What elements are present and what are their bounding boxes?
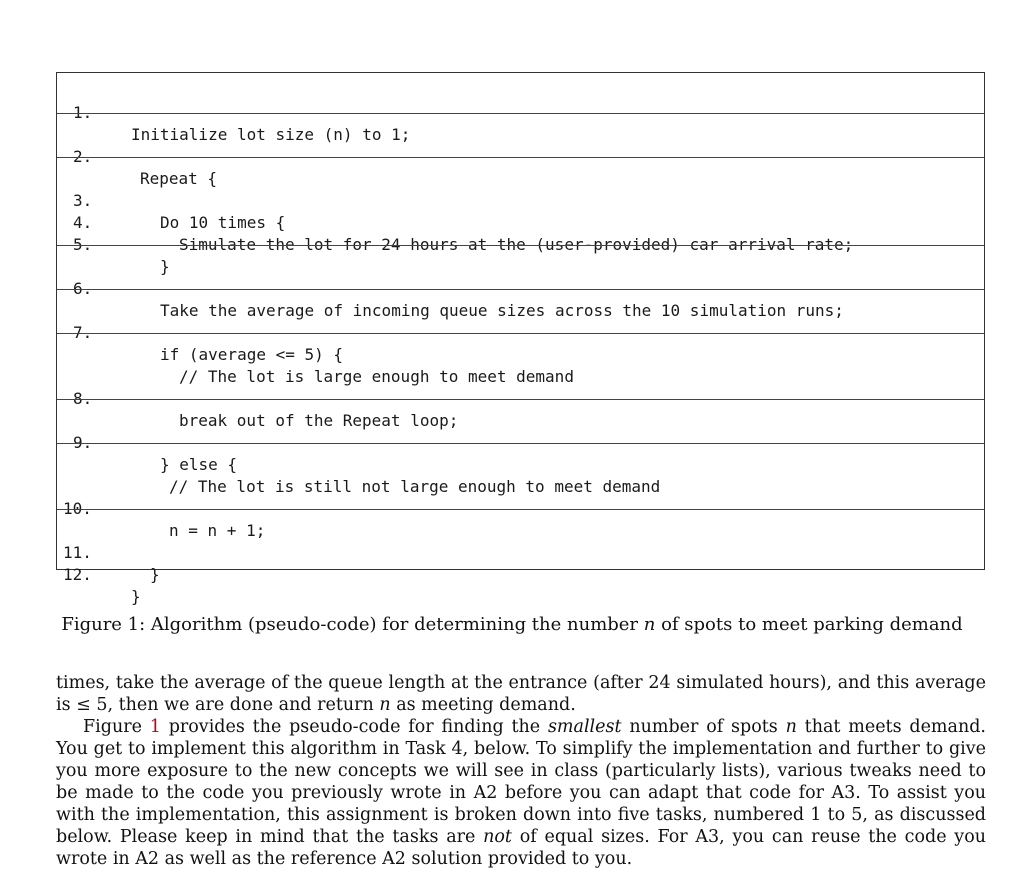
code-text: if (average <= 5) { [160, 345, 344, 364]
line-number: 2. [73, 147, 93, 166]
figure-caption [0, 613, 1024, 637]
code-text: Do 10 times { [160, 213, 286, 232]
separator [57, 289, 984, 290]
separator [57, 113, 984, 114]
code-line [57, 256, 984, 320]
line-number: 9. [73, 433, 93, 452]
paragraph-1-text-a: times, take the average of the queue length at the entrance (after 24 simulated hours), and this average is ≤ 5, then we are done and return [56, 673, 986, 715]
separator [57, 157, 984, 158]
code-text: } [150, 565, 160, 584]
line-number: 12. [63, 565, 92, 584]
figure-reference-link[interactable]: 1 [149, 717, 161, 737]
line-number: 5. [73, 235, 93, 254]
paragraph-2-emphasis-not: not [483, 827, 512, 847]
code-line [57, 300, 984, 364]
code-text: n = n + 1; [169, 521, 266, 540]
line-number: 10. [63, 499, 92, 518]
paragraph-1-text-b: as meeting demand. [390, 695, 576, 715]
paragraph-2-emphasis-smallest: smallest [547, 717, 622, 737]
code-line [57, 542, 984, 606]
paragraph-2-text-a: Figure [83, 717, 150, 737]
caption-variable: n [643, 614, 656, 635]
separator [57, 399, 984, 400]
paragraph-2-text-e: of equal sizes. For A3, you can reuse the code you wrote in A2 as well as the reference A2 solution provided to you. [56, 827, 986, 869]
paragraph-2-text-d: that meets demand. You get to implement this algorithm in Task 4, below. To simplify the implementation and further to give you more exposure to the new concepts we will see in class (particularly lists), various tweaks need to be made to the code you previously wrote in A2 before you can adapt that code for A3. To assist you with the implementation, this assignment is broken down into five tasks, numbered 1 to 5, as discussed below. Please keep in mind that the tasks are [56, 717, 986, 847]
code-line [57, 168, 984, 232]
separator [57, 443, 984, 444]
code-text: Repeat { [140, 169, 218, 188]
code-comment: // The lot is still not large enough to meet demand [169, 477, 661, 496]
line-number: 7. [73, 323, 93, 342]
caption-prefix: Figure 1: Algorithm (pseudo-code) for determining the number [61, 614, 644, 635]
caption-suffix: of spots to meet parking demand [655, 614, 963, 635]
code-text: break out of the Repeat loop; [179, 411, 459, 430]
code-comment-line [57, 454, 984, 496]
separator [57, 245, 984, 246]
code-text: Simulate the lot for 24 hours at the (user-provided) car arrival rate; [179, 235, 854, 254]
pseudo-code-box [56, 72, 985, 606]
code-text: } [131, 587, 141, 606]
code-line [57, 410, 984, 474]
line-number: 11. [63, 543, 92, 562]
line-number: 1. [73, 103, 93, 122]
code-text: } else { [160, 455, 238, 474]
code-text: Initialize lot size (n) to 1; [131, 125, 411, 144]
paragraph-1-variable: n [379, 695, 391, 715]
code-comment-line [57, 344, 984, 386]
code-line [57, 476, 984, 540]
paragraph-2-text-c: number of spots [621, 717, 786, 737]
paragraph-1 [56, 672, 986, 716]
line-number: 8. [73, 389, 93, 408]
line-number: 3. [73, 191, 93, 210]
line-number: 6. [73, 279, 93, 298]
line-number: 4. [73, 213, 93, 232]
paragraph-2 [56, 716, 986, 870]
paragraph-2-text-b: provides the pseudo-code for finding the [160, 717, 548, 737]
code-line [57, 80, 984, 144]
code-line [57, 366, 984, 430]
code-line [57, 124, 984, 188]
code-text: Take the average of incoming queue sizes across the 10 simulation runs; [160, 301, 844, 320]
separator [57, 333, 984, 334]
separator [57, 509, 984, 510]
code-text: } [160, 257, 170, 276]
code-comment: // The lot is large enough to meet demand [179, 367, 574, 386]
paragraph-2-variable: n [785, 717, 797, 737]
